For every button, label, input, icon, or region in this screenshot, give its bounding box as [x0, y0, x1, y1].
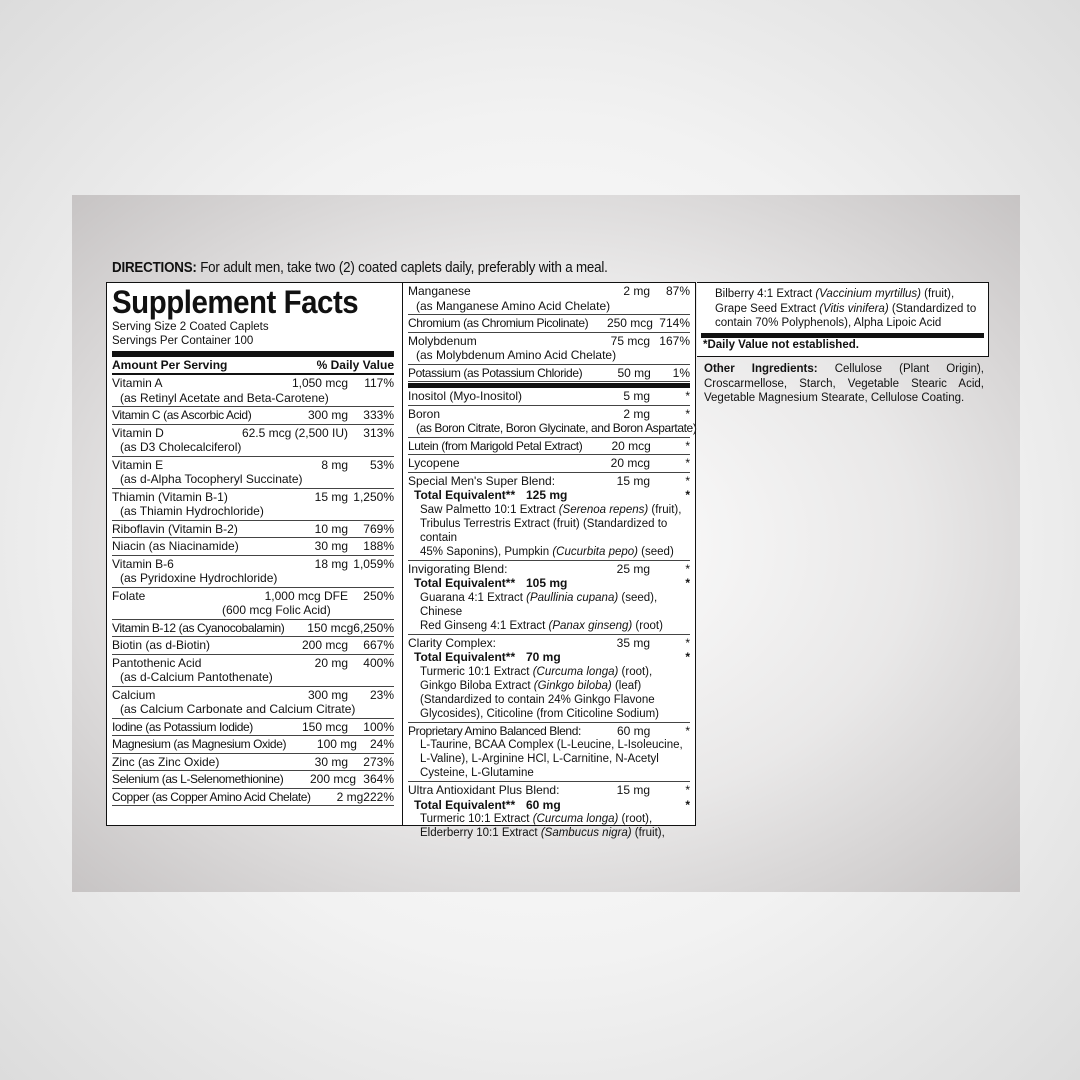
blend-ingredient-text: Cysteine, L-Glutamine	[420, 767, 534, 779]
nutrient-amount: 20 mcg	[610, 456, 650, 470]
nutrient-source: (as Molybdenum Amino Acid Chelate)	[416, 348, 617, 362]
blend-ingredient-text: (seed)	[637, 545, 674, 558]
nutrient-name: Inositol (Myo-Inositol)	[408, 389, 523, 403]
nutrient-name: Thiamin (Vitamin B-1)	[112, 489, 228, 504]
header-amount: Amount Per Serving	[112, 358, 228, 372]
nutrient-main-line	[112, 426, 394, 441]
blend-ingredient-text: Turmeric 10:1 Extract	[420, 665, 533, 678]
nutrient-name: Vitamin A	[112, 376, 163, 390]
other-ingredients-label: Other Ingredients:	[704, 363, 818, 375]
facts-column-right	[408, 283, 697, 841]
blend-ingredient-text: Ginkgo Biloba Extract	[420, 679, 534, 692]
nutrient-amount: 30 mg	[314, 539, 348, 553]
blend-daily-value: *	[685, 723, 690, 738]
nutrient-name: Iodine (as Potassium Iodide)	[112, 719, 253, 734]
blend-ingredient-text: Glycosides), Citicoline (from Citicoline Sodium)	[420, 707, 660, 720]
nutrient-daily-value: 364%	[363, 772, 394, 786]
nutrient-main-line	[112, 720, 394, 735]
nutrient-name: Lycopene	[408, 456, 460, 470]
directions	[112, 260, 756, 276]
nutrient-name: Magnesium (as Magnesium Oxide)	[112, 737, 287, 751]
blend-ingredients	[408, 503, 690, 559]
nutrient-name: Copper (as Copper Amino Acid Chelate)	[112, 789, 311, 804]
blend-row	[408, 473, 690, 561]
nutrient-name: Folate	[112, 588, 146, 603]
nutrient-amount: 20 mg	[314, 655, 348, 670]
nutrient-daily-value: *	[685, 438, 690, 453]
total-equivalent-label: Total Equivalent**	[414, 650, 516, 664]
total-equivalent-dv: *	[685, 488, 690, 502]
total-equivalent-dv: *	[685, 797, 690, 812]
nutrient-daily-value: 667%	[363, 638, 394, 652]
nutrient-row	[112, 556, 394, 588]
total-equivalent-dv: *	[685, 650, 690, 664]
nutrient-name: Vitamin B-6	[112, 556, 174, 571]
blend-ingredient-text: (Serenoa repens)	[558, 503, 649, 516]
nutrient-source: (as D3 Cholecalciferol)	[120, 440, 242, 454]
nutrient-daily-value: *	[685, 456, 690, 470]
nutrient-amount: 18 mg	[314, 556, 348, 571]
nutrient-daily-value: 23%	[369, 687, 394, 702]
nutrient-daily-value: 714%	[659, 316, 690, 330]
nutrient-name: Vitamin B-12 (as Cyanocobalamin)	[112, 620, 285, 635]
blend-row	[408, 635, 690, 723]
blend-ingredient-text: (fruit),	[648, 503, 682, 516]
blend-row	[408, 782, 690, 841]
blend-amount: 35 mg	[616, 635, 650, 650]
nutrient-main-line	[112, 790, 394, 805]
column-divider	[402, 283, 403, 825]
nutrient-daily-value: 188%	[363, 539, 394, 553]
nutrient-amount: 62.5 mcg (2,500 IU)	[241, 425, 348, 440]
blend-ingredients	[408, 738, 690, 780]
blend-ingredient-text: (Sambucus nigra)	[540, 827, 632, 839]
blend-ingredient-text: (root),	[618, 813, 653, 825]
total-equivalent	[408, 488, 690, 503]
nutrient-daily-value: *	[685, 389, 690, 403]
nutrient-daily-value: 769%	[363, 521, 394, 536]
nutrient-main-line	[112, 458, 394, 473]
continued-l3: contain 70% Polyphenols), Alpha Lipoic Acid	[715, 317, 942, 329]
nutrient-name: Riboflavin (Vitamin B-2)	[112, 521, 238, 536]
nutrient-amount: 8 mg	[321, 457, 348, 472]
nutrient-daily-value: 167%	[659, 333, 690, 348]
blend-ingredient-text: (Standardized to contain 24% Ginkgo Flavone	[420, 693, 655, 706]
nutrient-daily-value: 1,059%	[353, 556, 394, 571]
blend-ingredient-text: (Curcuma longa)	[532, 665, 619, 678]
nutrient-name: Biotin (as d-Biotin)	[112, 638, 211, 652]
nutrient-name: Calcium	[112, 687, 156, 702]
nutrient-row	[112, 538, 394, 556]
blend-ingredient-text: Turmeric 10:1 Extract	[420, 813, 533, 825]
nutrient-row	[112, 457, 394, 489]
facts-title: Supplement Facts	[112, 284, 359, 320]
blend-ingredients	[408, 665, 690, 721]
blend-daily-value: *	[685, 561, 690, 576]
nutrient-row	[408, 315, 690, 333]
blend-ingredient-text: Guarana 4:1 Extract	[420, 591, 527, 604]
blend-name: Proprietary Amino Balanced Blend:	[408, 723, 581, 738]
nutrient-amount: 2 mg	[623, 406, 650, 421]
nutrient-row	[112, 375, 394, 407]
nutrient-amount: 75 mcg	[610, 333, 650, 348]
blend-main-line	[408, 474, 690, 489]
nutrient-amount: 300 mg	[307, 408, 348, 422]
nutrient-daily-value: 400%	[363, 655, 394, 670]
blend-name: Special Men's Super Blend:	[408, 473, 556, 488]
total-equivalent	[408, 798, 690, 813]
facts-continued-panel	[697, 282, 989, 357]
nutrient-source: (as Manganese Amino Acid Chelate)	[416, 298, 611, 313]
nutrient-row	[112, 736, 394, 754]
nutrient-daily-value: 1,250%	[353, 489, 394, 504]
blend-name: Ultra Antioxidant Plus Blend:	[408, 783, 560, 797]
total-equivalent-amount: 60 mg	[526, 797, 561, 812]
nutrient-main-line	[408, 334, 690, 349]
blend-ingredient-text: (fruit),	[631, 827, 665, 839]
blend-ingredient-text: (Panax ginseng)	[548, 619, 633, 632]
nutrient-amount: 2 mg	[336, 789, 364, 804]
nutrient-row	[112, 407, 394, 425]
nutrient-daily-value: 273%	[363, 754, 394, 769]
blend-name: Invigorating Blend:	[408, 561, 508, 576]
blend-ingredient-text: (root)	[632, 619, 663, 632]
nutrient-daily-value: 100%	[363, 719, 394, 734]
nutrient-row	[112, 771, 394, 789]
blend-row	[408, 723, 690, 783]
directions-label: DIRECTIONS:	[112, 260, 197, 276]
nutrient-row	[112, 521, 394, 539]
nutrient-source: (600 mcg Folic Acid)	[222, 603, 331, 617]
supplement-facts-panel	[106, 282, 697, 839]
blend-main-line	[408, 724, 690, 739]
blend-row	[408, 561, 690, 635]
blend-ingredient-text: Saw Palmetto 10:1 Extract	[420, 503, 559, 516]
blend-ingredient-text: 45% Saponins), Pumpkin	[420, 545, 553, 558]
nutrient-row	[408, 388, 690, 406]
nutrient-daily-value: 6,250%	[353, 620, 394, 635]
header-dv: % Daily Value	[316, 358, 394, 372]
total-equivalent-label: Total Equivalent**	[414, 576, 516, 590]
total-equivalent	[408, 576, 690, 591]
nutrient-name: Molybdenum	[408, 333, 477, 348]
continued-l2a: Grape Seed Extract	[715, 302, 820, 315]
nutrient-daily-value: 87%	[665, 284, 690, 298]
blend-ingredient-text: (leaf)	[611, 679, 642, 692]
nutrient-amount: 100 mg	[316, 737, 357, 751]
nutrient-amount: 5 mg	[623, 389, 650, 403]
thick-rule	[112, 351, 394, 357]
thick-rule	[701, 333, 984, 338]
serving-size: Serving Size 2 Coated Caplets	[112, 321, 269, 333]
nutrient-row	[408, 406, 697, 438]
nutrient-daily-value: 1%	[672, 365, 690, 380]
nutrient-main-line	[112, 656, 394, 671]
other-ingredients-text: Cellulose (Plant Origin), Croscarmellose, Starch, Vegetable Stearic Acid, Vegetable Magnesium Stearate, Cellulose Coating.	[704, 363, 984, 404]
blend-ingredient-text: (Paullinia cupana)	[526, 591, 619, 604]
nutrient-main-line	[112, 621, 394, 636]
nutrient-main-line	[112, 772, 394, 787]
directions-text: For adult men, take two (2) coated caplets daily, preferably with a meal.	[196, 260, 608, 276]
nutrient-name: Pantothenic Acid	[112, 655, 202, 670]
nutrient-amount: 150 mcg	[301, 719, 348, 734]
nutrient-name: Niacin (as Niacinamide)	[112, 539, 239, 553]
nutrient-main-line	[112, 688, 394, 703]
nutrient-main-line	[408, 407, 690, 422]
nutrient-daily-value: 313%	[363, 425, 394, 440]
nutrient-list-mid	[408, 388, 697, 473]
continued-l2b: (Vitis vinifera)	[819, 302, 889, 315]
nutrient-row	[112, 754, 394, 772]
continued-l1c: (fruit),	[920, 288, 955, 300]
nutrient-amount: 30 mg	[314, 754, 348, 769]
blend-ingredient-text: L-Taurine, BCAA Complex (L-Leucine, L-Isoleucine,	[420, 739, 683, 751]
continued-text	[715, 287, 983, 331]
nutrient-name: Lutein (from Marigold Petal Extract)	[408, 438, 583, 453]
nutrient-main-line	[408, 316, 690, 331]
blend-main-line	[408, 636, 690, 651]
nutrient-row	[112, 687, 394, 719]
nutrient-name: Chromium (as Chromium Picolinate)	[408, 316, 589, 330]
nutrient-row	[112, 489, 394, 521]
nutrient-main-line	[112, 539, 394, 554]
blend-ingredient-text: L-Valine), L-Arginine HCl, L-Carnitine, N-Acetyl	[420, 753, 659, 765]
nutrient-amount: 50 mg	[617, 365, 651, 380]
nutrient-daily-value: 24%	[369, 737, 394, 751]
continued-l1a: Bilberry 4:1 Extract	[715, 288, 816, 300]
blend-main-line	[408, 562, 690, 577]
blend-ingredient-text: (Cucurbita pepo)	[552, 545, 638, 558]
blend-ingredient-text: Tribulus Terrestris Extract (fruit) (Standardized to contain	[420, 517, 668, 544]
blend-amount: 15 mg	[616, 783, 650, 797]
blend-ingredient-text: Red Ginseng 4:1 Extract	[420, 619, 549, 632]
blend-ingredient-text: (Ginkgo biloba)	[533, 679, 612, 692]
nutrient-amount: 150 mcg	[307, 620, 354, 635]
servings-per-container: Servings Per Container 100	[112, 335, 254, 347]
total-equivalent	[408, 650, 690, 665]
nutrient-source: (as Calcium Carbonate and Calcium Citrate)	[120, 702, 356, 716]
total-equivalent-label: Total Equivalent**	[414, 488, 516, 502]
blend-amount: 60 mg	[616, 723, 651, 738]
nutrient-list	[112, 375, 394, 806]
total-equivalent-amount: 105 mg	[526, 576, 568, 590]
nutrient-row	[408, 455, 690, 473]
total-equivalent-dv: *	[685, 576, 690, 590]
nutrient-source: (as Pyridoxine Hydrochloride)	[120, 571, 278, 585]
nutrient-row	[112, 719, 394, 737]
nutrient-main-line	[408, 389, 690, 404]
facts-column-left	[112, 283, 394, 806]
nutrient-amount: 1,050 mcg	[291, 376, 348, 390]
total-equivalent-amount: 125 mg	[526, 488, 568, 502]
nutrient-main-line	[112, 755, 394, 770]
daily-value-note: *Daily Value not established.	[703, 339, 859, 351]
blend-amount: 25 mg	[616, 561, 650, 576]
nutrient-name: Potassium (as Potassium Chloride)	[408, 365, 583, 380]
nutrient-main-line	[112, 638, 394, 653]
nutrient-list-top	[408, 283, 690, 382]
nutrient-row	[112, 655, 394, 687]
nutrient-source: (as Boron Citrate, Boron Glycinate, and Boron Aspartate)	[416, 421, 697, 435]
nutrient-name: Manganese	[408, 284, 471, 298]
nutrient-row	[112, 425, 394, 457]
nutrient-row	[112, 620, 394, 638]
blend-ingredients	[408, 591, 690, 633]
nutrient-row	[408, 438, 690, 456]
total-equivalent-amount: 70 mg	[526, 650, 561, 664]
nutrient-main-line	[112, 408, 394, 423]
continued-l2c: (Standardized to	[888, 302, 977, 315]
nutrient-row	[408, 333, 690, 365]
nutrient-main-line	[408, 284, 690, 299]
nutrient-main-line	[112, 522, 394, 537]
nutrient-main-line	[112, 589, 394, 604]
nutrient-daily-value: 333%	[363, 408, 394, 422]
blend-ingredients	[408, 812, 690, 840]
nutrient-amount: 200 mcg	[301, 638, 348, 652]
nutrient-main-line	[112, 490, 394, 505]
nutrient-main-line	[112, 737, 394, 752]
nutrient-daily-value: *	[685, 406, 690, 421]
nutrient-amount: 250 mcg	[606, 316, 653, 330]
nutrient-row	[408, 283, 690, 315]
nutrient-daily-value: 53%	[369, 457, 394, 472]
nutrient-main-line	[408, 456, 690, 471]
blend-daily-value: *	[685, 473, 690, 488]
nutrient-amount: 20 mcg	[611, 438, 651, 453]
nutrient-amount: 200 mcg	[309, 772, 356, 786]
facts-header	[112, 358, 394, 375]
nutrient-daily-value: 222%	[363, 789, 394, 804]
nutrient-source: (as Retinyl Acetate and Beta-Carotene)	[120, 390, 329, 405]
nutrient-name: Boron	[408, 406, 441, 421]
nutrient-name: Vitamin D	[112, 425, 164, 440]
nutrient-name: Zinc (as Zinc Oxide)	[112, 754, 220, 769]
total-equivalent-label: Total Equivalent**	[414, 797, 516, 812]
other-ingredients	[704, 362, 984, 406]
nutrient-amount: 2 mg	[623, 284, 650, 298]
nutrient-name: Selenium (as L-Selenomethionine)	[112, 772, 284, 786]
nutrient-main-line	[112, 376, 394, 391]
nutrient-main-line	[408, 439, 690, 454]
blend-list	[408, 473, 690, 842]
continued-l1b: (Vaccinium myrtillus)	[815, 288, 921, 300]
blend-daily-value: *	[685, 635, 690, 650]
blend-ingredient-text: (Curcuma longa)	[532, 813, 619, 825]
blend-daily-value: *	[685, 783, 690, 797]
blend-main-line	[408, 783, 690, 798]
nutrient-row	[112, 789, 394, 807]
nutrient-amount: 10 mg	[314, 521, 348, 536]
nutrient-main-line	[112, 557, 394, 572]
blend-ingredient-text: (root),	[618, 665, 653, 678]
nutrient-amount: 15 mg	[314, 489, 348, 504]
nutrient-row	[112, 637, 394, 655]
blend-name: Clarity Complex:	[408, 635, 497, 650]
nutrient-daily-value: 250%	[363, 588, 394, 603]
nutrient-row	[408, 365, 690, 383]
nutrient-source: (as d-Calcium Pantothenate)	[120, 670, 273, 684]
blend-amount: 15 mg	[616, 473, 650, 488]
blend-ingredient-text: (seed), Chinese	[420, 591, 658, 618]
nutrient-amount: 1,000 mcg DFE	[264, 588, 348, 603]
nutrient-name: Vitamin E	[112, 457, 164, 472]
nutrient-amount: 300 mg	[307, 687, 348, 702]
nutrient-source: (as Thiamin Hydrochloride)	[120, 504, 264, 518]
nutrient-main-line	[408, 366, 690, 381]
blend-ingredient-text: Elderberry 10:1 Extract	[420, 827, 541, 839]
nutrient-row	[112, 588, 394, 620]
nutrient-daily-value: 117%	[364, 376, 394, 390]
nutrient-name: Vitamin C (as Ascorbic Acid)	[112, 408, 252, 422]
nutrient-source: (as d-Alpha Tocopheryl Succinate)	[120, 472, 303, 486]
